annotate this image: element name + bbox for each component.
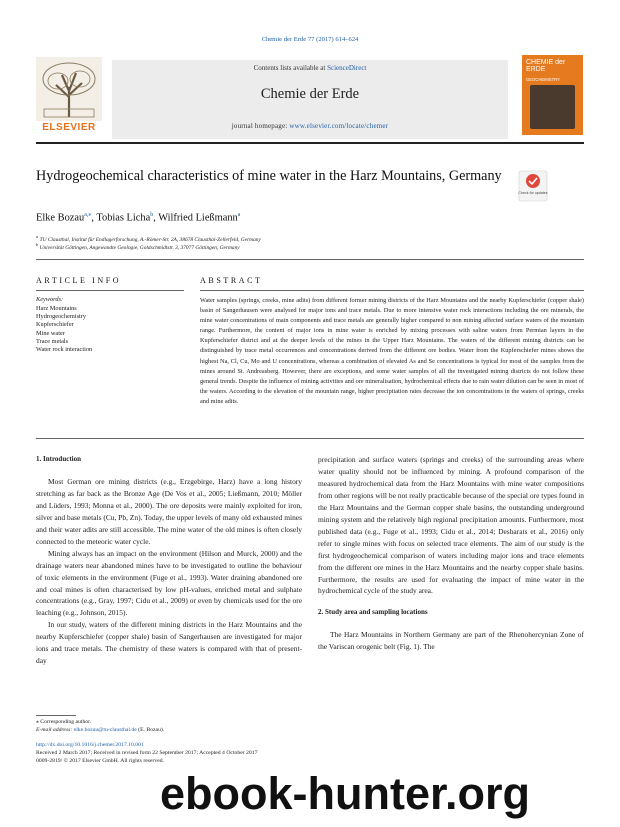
section-heading: 1. Introduction: [36, 455, 81, 463]
watermark-text: ebook-hunter.org: [160, 768, 530, 819]
keyword: Hydrogeochemistry: [36, 313, 87, 321]
cover-subtitle: GEOCHEMISTRY: [526, 77, 560, 82]
keyword: Trace metals: [36, 337, 69, 345]
article-info-rule: [36, 290, 184, 291]
author-name[interactable]: Elke Bozau: [36, 212, 85, 224]
keyword-list: [36, 305, 92, 354]
sciencedirect-link[interactable]: ScienceDirect: [327, 64, 367, 72]
author-marker: a: [237, 212, 241, 218]
contents-line: Contents lists available at ScienceDirect: [253, 64, 367, 72]
author-name[interactable]: Tobias Licha: [96, 212, 151, 224]
body-paragraph: precipitation and surface waters (springs and creeks) of the surrounding areas where water quality should not be influenced by mining. A profound comparison of the measured hydrochemical data from the Harz Mountains with mine water compositions from other regions will be not really practicable because of the special ore types found in the Harz Mountains and the German copper shale basins, the outstanding underground mining system and the relatively high regional precipitation amounts. Furthermore, most published data (e.g., Fuge et al., 1993; Cidu et al., 2014; Desbarats et al., 2016) only refer to single mines with focus on selected trace elements. The aim of our study is the first hydrogeochemical comparison of waters including major ions and trace elements from the different ore mines in the Harz Mountains and the nearby copper shale basins. Furthermore, the results are used for evaluating the impact of mine water in the hydrochemical cycle of the study area.: [318, 455, 584, 596]
article-info-heading: ARTICLE INFO: [36, 276, 122, 285]
journal-name: Chemie der Erde: [260, 86, 360, 102]
abstract-heading: ABSTRACT: [200, 276, 263, 285]
keyword: Kupferschiefer: [36, 321, 74, 329]
abstract-rule: [200, 290, 584, 291]
doi-link[interactable]: http://dx.doi.org/10.1016/j.chemer.2017.10.001: [36, 742, 144, 748]
abstract-text: Water samples (springs, creeks, mine adits) from different former mining districts of the Harz Mountains and the nearby Kupferschiefer (copper shale) basin of Sangerhausen were analysed for major ions and trace metals. Due to more intensive water rock interactions including the ore minerals, the mine water concentrations of main components and trace metals are generally higher compared to non mining affected surface waters of the mountain range. Furthermore, the content of major ions in mine water is enriched by mixing processes with saline waters from Permian layers in the Kupferschiefer district and at the deeper levels of the mines in the Upper Harz Mountains. The waters of the different mining districts can be distinguished by trace metal occurrences and concentrations derived from the different ore bodies. Water from the Kupferschiefer mines shows the highest Na, Cl, Cu, Mo and U concentrations, whereas a combination of elevated As and Se concentrations is typical for most of the samples from the mines around St. Andreasberg. However, there are exceptions, and some water samples of all the investigated mining districts do not follow these general trends. Despite the influence of mining activities and ore mineralisation, hydrochemical effects due to rain water dilution can be seen in most of the waters. According to the elevation of the mountain range, higher precipitation rates decrease the ion concentrations in the waters of springs, creeks and mine adits.: [200, 297, 584, 405]
keywords-label: Keywords:: [36, 296, 64, 303]
article-title: Hydrogeochemical characteristics of mine water in the Harz Mountains, Germany: [36, 168, 502, 184]
badge-label: Check for updates: [518, 191, 548, 195]
cover-title: CHEMIE der ERDE: [526, 59, 566, 74]
email-note: E-mail address: elke.bozau@tu-clausthal.de (E. Bozau).: [36, 727, 165, 733]
body-paragraph: Mining always has an impact on the environment (Hilson and Murck, 2000) and the drainage waters near abandoned mines have to be investigated to outline the behaviour of toxic elements in the environment (Fuge et al., 1993). Water draining abandoned ore and coal mines is often characterised by low pH-values, enriched metal and sulphate concentrations (e.g., Gray, 1997; Cidu et al., 2009) or even by chemicals used for the ore leaching (e.g., Johnson, 2015).: [36, 548, 302, 618]
check-for-updates-badge[interactable]: [518, 170, 548, 202]
keyword: Water rock interaction: [36, 346, 93, 354]
keyword: Harz Mountains: [36, 305, 77, 312]
body-paragraph: The Harz Mountains in Northern Germany are part of the Rhenohercynian Zone of the Variscan orogenic belt (Fig. 1). The: [318, 630, 584, 652]
body-paragraph: In our study, waters of the different mining districts in the Harz Mountains and the nearby Kupferschiefer (copper shale) basin of Sangerhausen are investigated for major ions and trace metals. The chemistry of these waters is compared with that of present-day: [36, 620, 302, 666]
corresponding-author-note: ⁎ Corresponding author.: [36, 719, 92, 725]
elsevier-wordmark: ELSEVIER: [42, 122, 96, 133]
body-paragraph: Most German ore mining districts (e.g., Erzgebirge, Harz) have a long history stretching as far back as the Bronze Age (De Vos et al., 2005; Ließmann, 2010; Möller and Lüders, 1993; Monna et al., 2000). The ore deposits were mainly exploited for iron, silver and base metals (Cu, Pb, Zn). Today, the upper levels of many old exhausted mines and their water adits are still accessible. The mine water of the old mines is often closely connected to the meteoric water cycle.: [36, 476, 302, 546]
author-list: Elke Bozau$^{a,⁎}$, Tobias Licha$^b$, Wilfried Ließmann$^a$: [36, 212, 241, 224]
author-marker: a,⁎: [84, 212, 92, 218]
affiliation: $^b$ Universität Göttingen, Angewandte Geologie, Goldschmidtstr. 3, 37077 Göttingen, Germany: [36, 242, 240, 251]
header-rule: [36, 142, 584, 144]
email-link[interactable]: elke.bozau@tu-clausthal.de: [73, 727, 137, 733]
journal-citation[interactable]: Chemie der Erde 77 (2017) 614–624: [261, 36, 359, 43]
author-name[interactable]: Wilfried Ließmann: [158, 212, 238, 224]
copyright-line: 0009-2819/ © 2017 Elsevier GmbH. All rights reserved.: [36, 758, 165, 764]
body-rule: [36, 438, 584, 439]
body-column-left: [36, 454, 302, 667]
homepage-link[interactable]: www.elsevier.com/locate/chemer: [289, 122, 389, 130]
footnote-rule: [36, 715, 76, 716]
cover-image: [530, 85, 575, 129]
journal-homepage: journal homepage: www.elsevier.com/locate/chemer: [231, 122, 389, 130]
section-heading: 2. Study area and sampling locations: [318, 608, 428, 617]
author-marker: b: [150, 212, 154, 218]
keyword: Mine water: [36, 329, 65, 337]
body-column-right: [318, 454, 584, 653]
affiliation: $^a$ TU Clausthal, Institut für Endlagerforschung, A.-Römer-Str. 2A, 38678 Clausthal-Zellerfeld, Germany: [36, 234, 261, 243]
received-dates: Received 2 March 2017; Received in revised form 22 September 2017; Accepted 4 October 2017: [36, 750, 258, 756]
section-rule: [36, 259, 584, 260]
journal-cover-thumbnail[interactable]: [522, 55, 583, 135]
